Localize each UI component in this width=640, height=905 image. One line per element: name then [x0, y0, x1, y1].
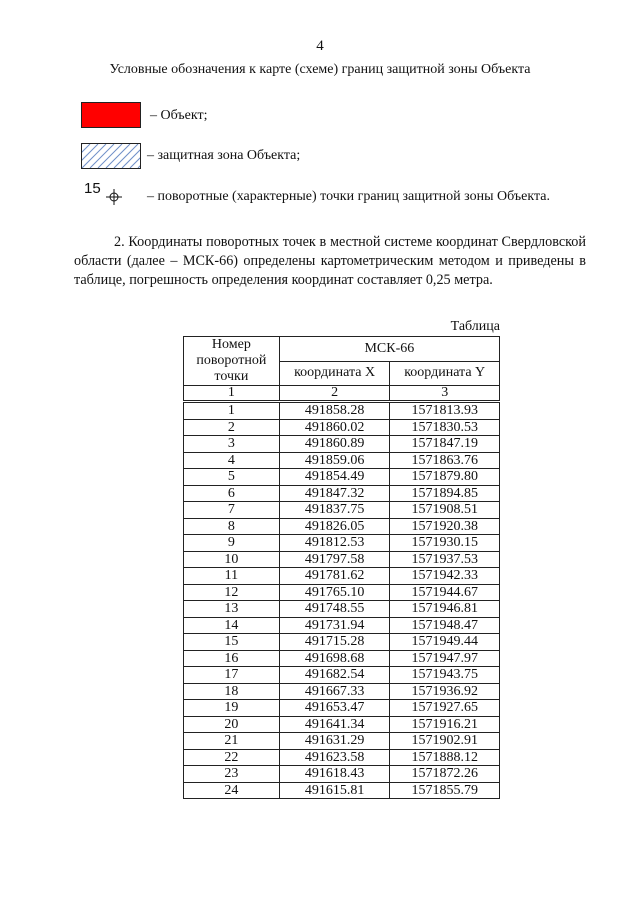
crosshair-point-icon [106, 189, 122, 205]
point-number-cell: 20 [184, 716, 280, 733]
coordinate-x-cell: 491765.10 [279, 584, 390, 601]
coordinate-y-cell: 1571863.76 [390, 452, 500, 469]
column-index: 1 [184, 386, 280, 402]
point-number-sample: 15 [84, 180, 101, 197]
coordinate-y-cell: 1571949.44 [390, 634, 500, 651]
table-row [184, 667, 500, 684]
coordinate-x-cell: 491623.58 [279, 749, 390, 766]
coordinate-y-cell: 1571855.79 [390, 782, 500, 799]
coordinate-x-cell: 491860.02 [279, 419, 390, 436]
coordinate-y-cell: 1571937.53 [390, 551, 500, 568]
coordinate-x-cell: 491698.68 [279, 650, 390, 667]
coordinate-x-cell: 491653.47 [279, 700, 390, 717]
point-number-cell: 14 [184, 617, 280, 634]
coordinate-x-cell: 491860.89 [279, 436, 390, 453]
point-number-cell: 17 [184, 667, 280, 684]
point-number-cell: 10 [184, 551, 280, 568]
point-number-cell: 21 [184, 733, 280, 750]
coordinate-x-cell: 491797.58 [279, 551, 390, 568]
coordinate-x-cell: 491781.62 [279, 568, 390, 585]
point-number-cell: 23 [184, 766, 280, 783]
coordinate-y-cell: 1571946.81 [390, 601, 500, 618]
column-index: 3 [390, 386, 500, 402]
point-number-cell: 19 [184, 700, 280, 717]
coordinates-table [183, 336, 500, 799]
coordinate-x-cell: 491826.05 [279, 518, 390, 535]
point-legend-label: – поворотные (характерные) точки границ защитной зоны Объекта. [147, 189, 550, 204]
coordinates-paragraph: 2. Координаты поворотных точек в местной системе координат Свердловской области (далее – МСК-66) определены картометрическим методом и приведены в таблице, погрешность определения координат составляет 0,25 метра. [74, 234, 586, 288]
coordinate-y-cell: 1571948.47 [390, 617, 500, 634]
coordinate-y-cell: 1571943.75 [390, 667, 500, 684]
point-number-cell: 4 [184, 452, 280, 469]
table-caption: Таблица [450, 319, 500, 334]
point-number-cell: 15 [184, 634, 280, 651]
point-number-cell: 12 [184, 584, 280, 601]
point-number-cell: 22 [184, 749, 280, 766]
coordinate-x-cell: 491715.28 [279, 634, 390, 651]
coordinate-y-cell: 1571936.92 [390, 683, 500, 700]
point-number-cell: 2 [184, 419, 280, 436]
coordinate-x-cell: 491854.49 [279, 469, 390, 486]
page-number: 4 [316, 38, 324, 54]
coordinate-y-cell: 1571830.53 [390, 419, 500, 436]
coordinate-y-cell: 1571916.21 [390, 716, 500, 733]
object-legend-label: – Объект; [150, 108, 208, 123]
table-row [184, 535, 500, 552]
coordinate-y-cell: 1571894.85 [390, 485, 500, 502]
point-number-cell: 1 [184, 402, 280, 420]
point-number-cell: 13 [184, 601, 280, 618]
point-number-cell: 18 [184, 683, 280, 700]
table-row [184, 568, 500, 585]
table-row [184, 518, 500, 535]
table-row [184, 485, 500, 502]
table-row [184, 716, 500, 733]
column-index: 2 [279, 386, 390, 402]
table-row [184, 683, 500, 700]
coordinate-y-cell: 1571942.33 [390, 568, 500, 585]
point-number-cell: 7 [184, 502, 280, 519]
hatch-pattern-icon [82, 144, 140, 168]
table-row [184, 700, 500, 717]
coordinate-y-cell: 1571888.12 [390, 749, 500, 766]
coordinate-x-cell: 491682.54 [279, 667, 390, 684]
point-number-cell: 24 [184, 782, 280, 799]
zone-legend-swatch [81, 143, 141, 169]
point-number-cell: 5 [184, 469, 280, 486]
header-msk66: МСК-66 [279, 337, 499, 362]
coordinate-y-cell: 1571872.26 [390, 766, 500, 783]
coordinate-x-cell: 491731.94 [279, 617, 390, 634]
object-legend-swatch [81, 102, 141, 128]
table-row [184, 749, 500, 766]
coordinate-x-cell: 491748.55 [279, 601, 390, 618]
coordinate-x-cell: 491847.32 [279, 485, 390, 502]
table-row [184, 650, 500, 667]
table-row [184, 502, 500, 519]
table-row [184, 766, 500, 783]
table-row [184, 469, 500, 486]
coordinate-y-cell: 1571930.15 [390, 535, 500, 552]
legend-title: Условные обозначения к карте (схеме) границ защитной зоны Объекта [109, 62, 531, 77]
point-number-cell: 6 [184, 485, 280, 502]
table-row [184, 733, 500, 750]
column-index-row [184, 386, 500, 402]
coordinate-y-cell: 1571908.51 [390, 502, 500, 519]
header-point-number: Номер поворотной точки [184, 337, 280, 386]
zone-legend-label: – защитная зона Объекта; [147, 148, 301, 163]
coordinate-x-cell: 491641.34 [279, 716, 390, 733]
coordinate-y-cell: 1571947.97 [390, 650, 500, 667]
point-number-cell: 16 [184, 650, 280, 667]
coordinate-x-cell: 491837.75 [279, 502, 390, 519]
coordinate-x-cell: 491615.81 [279, 782, 390, 799]
point-number-cell: 8 [184, 518, 280, 535]
coordinate-y-cell: 1571927.65 [390, 700, 500, 717]
table-row [184, 634, 500, 651]
coordinate-y-cell: 1571920.38 [390, 518, 500, 535]
coordinate-y-cell: 1571944.67 [390, 584, 500, 601]
table-row [184, 617, 500, 634]
table-row [184, 584, 500, 601]
coordinate-y-cell: 1571813.93 [390, 402, 500, 420]
coordinate-x-cell: 491812.53 [279, 535, 390, 552]
table-row [184, 601, 500, 618]
coordinate-y-cell: 1571847.19 [390, 436, 500, 453]
header-coordinate-y: координата Y [390, 361, 500, 386]
table-row [184, 452, 500, 469]
point-number-cell: 11 [184, 568, 280, 585]
table-row [184, 419, 500, 436]
table-row [184, 782, 500, 799]
table-row [184, 551, 500, 568]
coordinate-x-cell: 491858.28 [279, 402, 390, 420]
coordinate-x-cell: 491859.06 [279, 452, 390, 469]
coordinate-x-cell: 491631.29 [279, 733, 390, 750]
point-number-cell: 3 [184, 436, 280, 453]
coordinate-y-cell: 1571902.91 [390, 733, 500, 750]
header-coordinate-x: координата X [279, 361, 390, 386]
turning-point-legend-marker [84, 180, 134, 208]
coordinate-x-cell: 491667.33 [279, 683, 390, 700]
table-row [184, 402, 500, 420]
point-number-cell: 9 [184, 535, 280, 552]
coordinate-y-cell: 1571879.80 [390, 469, 500, 486]
coordinate-x-cell: 491618.43 [279, 766, 390, 783]
table-row [184, 436, 500, 453]
